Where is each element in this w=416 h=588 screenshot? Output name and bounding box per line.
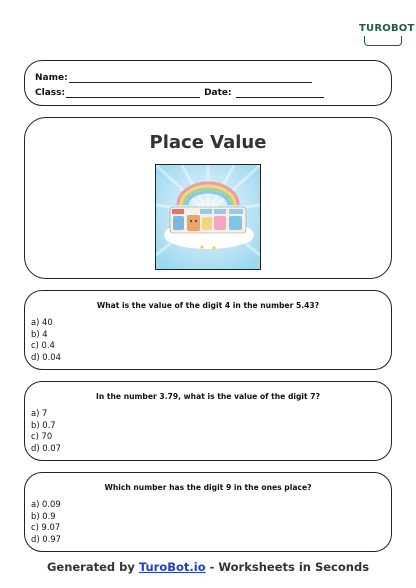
- option-b[interactable]: b) 0.7: [31, 419, 56, 430]
- title-box: [24, 117, 392, 279]
- student-info-box: [24, 60, 392, 106]
- class-label: Class:: [35, 88, 66, 98]
- logo-base-icon: [364, 36, 402, 46]
- name-label: Name:: [35, 73, 68, 83]
- answer-options: [31, 317, 61, 363]
- date-field[interactable]: [236, 88, 324, 98]
- question-text: In the number 3.79, what is the value of the digit 7?: [96, 392, 320, 401]
- date-label: Date:: [204, 88, 232, 98]
- footer: [0, 560, 416, 574]
- question-text: What is the value of the digit 4 in the number 5.43?: [96, 301, 320, 310]
- option-c[interactable]: c) 70: [31, 431, 53, 442]
- option-c[interactable]: c) 9.07: [31, 522, 61, 533]
- option-c[interactable]: c) 0.4: [31, 340, 55, 351]
- question-card-1: [24, 290, 392, 370]
- class-field[interactable]: [66, 88, 200, 98]
- answer-options: [31, 408, 61, 454]
- footer-suffix: - Worksheets in Seconds: [205, 560, 370, 574]
- question-card-2: [24, 381, 392, 461]
- option-a[interactable]: a) 40: [31, 317, 53, 327]
- turobot-logo: [359, 21, 415, 49]
- illustration-icon: [156, 165, 260, 269]
- worksheet-title: Place Value: [149, 132, 267, 153]
- option-b[interactable]: b) 0.9: [31, 510, 56, 521]
- option-d[interactable]: d) 0.97: [31, 533, 61, 544]
- question-card-3: [24, 472, 392, 552]
- option-d[interactable]: d) 0.07: [31, 442, 61, 453]
- place-value-robots-illustration: [155, 164, 261, 270]
- name-field[interactable]: [69, 73, 312, 83]
- option-a[interactable]: a) 0.09: [31, 499, 61, 509]
- answer-options: [31, 499, 61, 545]
- option-b[interactable]: b) 4: [31, 328, 48, 339]
- turobot-link[interactable]: TuroBot.io: [138, 560, 206, 574]
- option-d[interactable]: d) 0.04: [31, 351, 61, 362]
- class-date-row: [35, 88, 324, 98]
- option-a[interactable]: a) 7: [31, 408, 48, 418]
- logo-text: TUROBOT: [359, 23, 415, 34]
- footer-prefix: Generated by: [46, 560, 139, 574]
- question-text: Which number has the digit 9 in the ones place?: [104, 483, 312, 492]
- name-row: [35, 73, 312, 83]
